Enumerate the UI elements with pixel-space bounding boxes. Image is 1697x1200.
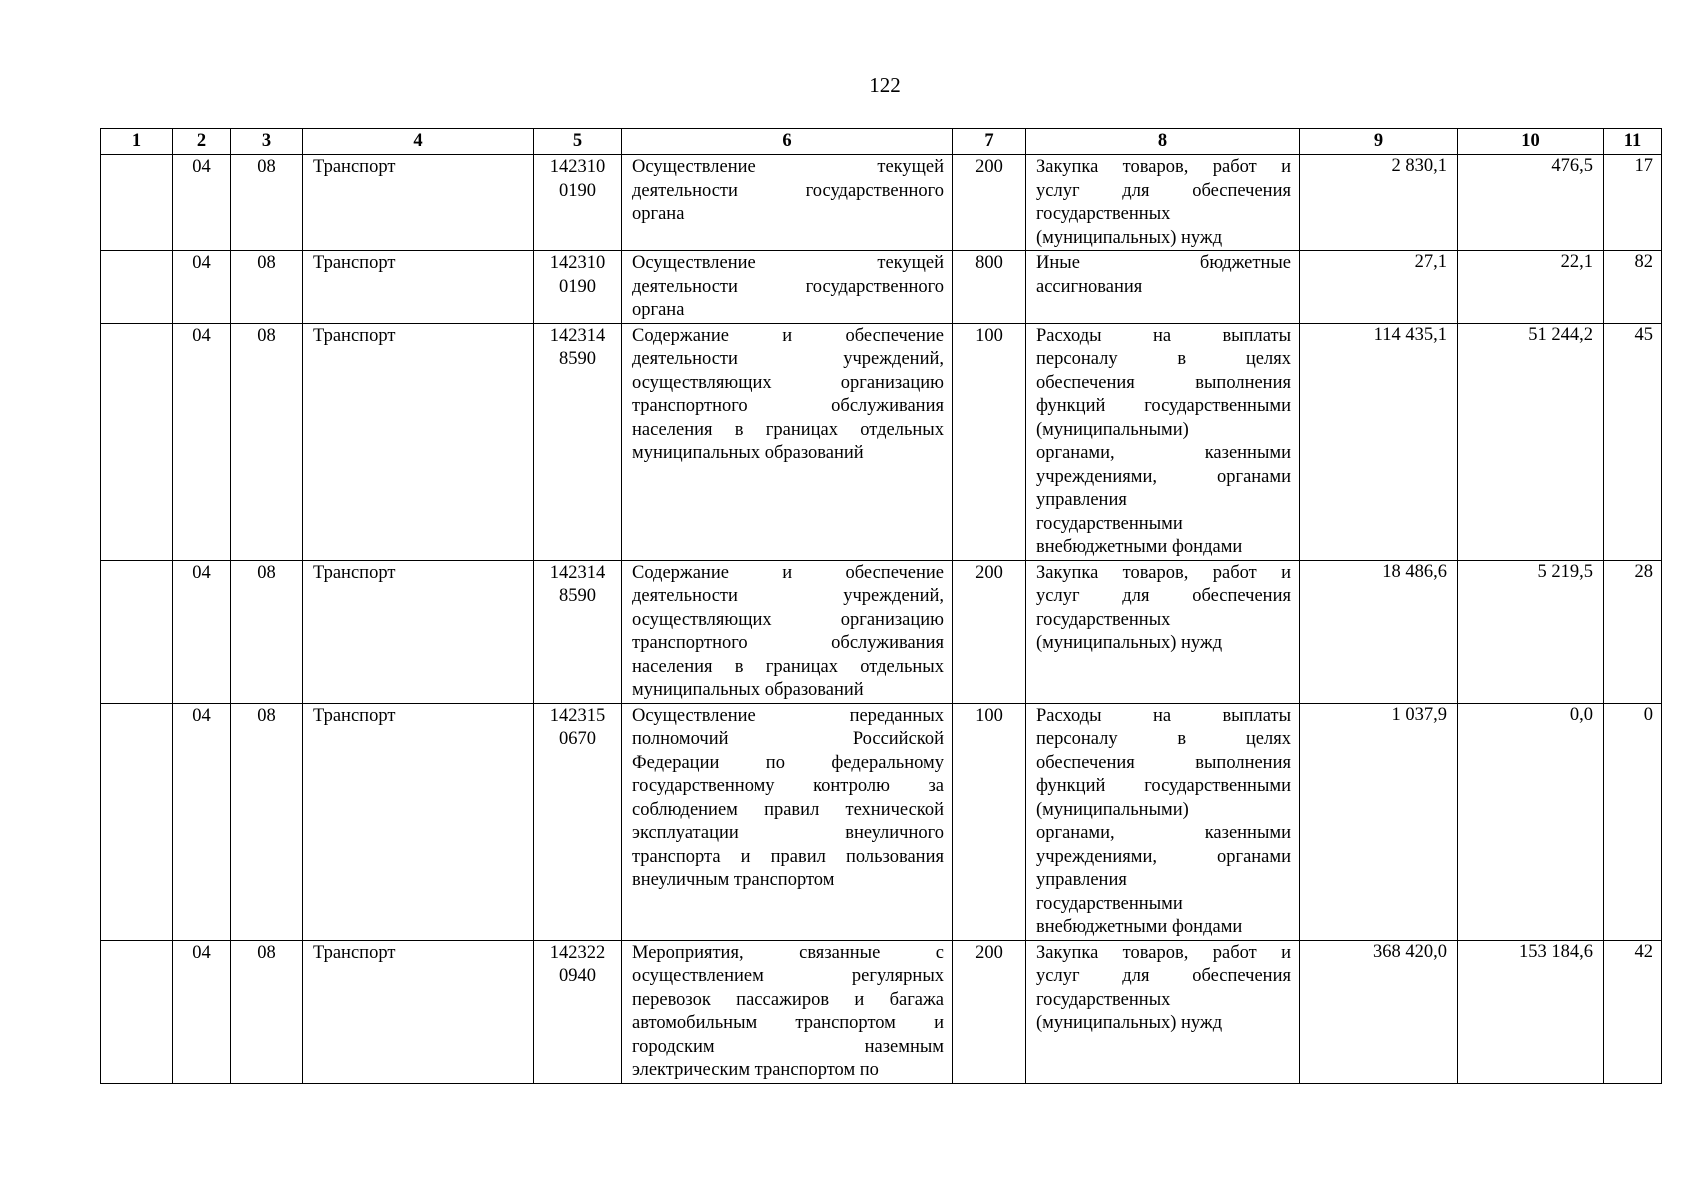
- text-line: Иные бюджетные: [1036, 253, 1291, 273]
- text-line: органами, казенными: [1036, 823, 1291, 843]
- text-line: Закупка товаров, работ и: [1036, 942, 1291, 963]
- section-name-cell: Транспорт: [303, 940, 534, 1083]
- text-line: ассигнования: [1036, 276, 1143, 297]
- target-article-cell: [534, 251, 622, 324]
- table-body: [101, 155, 1662, 1084]
- text-line: деятельности учреждений,: [632, 586, 944, 606]
- expense-type-name-cell: [1026, 251, 1300, 324]
- text-line: осуществляющих организацию: [632, 609, 944, 630]
- text-line: Закупка товаров, работ и: [1036, 562, 1291, 583]
- text-line: деятельности государственного: [632, 180, 944, 201]
- text-line: органа: [632, 300, 685, 320]
- row-number-cell: [101, 155, 173, 251]
- expense-type-code-cell: 800: [953, 251, 1026, 324]
- text-line: 8590: [559, 349, 596, 369]
- text-line: муниципальных образований: [632, 680, 864, 700]
- approved-amount-cell: 368 420,0: [1300, 940, 1458, 1083]
- expense-type-name-cell: [1026, 940, 1300, 1083]
- section-name-cell: Транспорт: [303, 323, 534, 560]
- subsection-code-cell: 08: [231, 323, 303, 560]
- expense-type-name-cell: [1026, 560, 1300, 703]
- section-code-cell: 04: [173, 560, 231, 703]
- expense-type-code-cell: 100: [953, 703, 1026, 940]
- column-header: 7: [953, 129, 1026, 155]
- text-line: 0940: [559, 966, 596, 986]
- row-number-cell: [101, 940, 173, 1083]
- target-article-cell: [534, 940, 622, 1083]
- column-header: 1: [101, 129, 173, 155]
- text-line: Расходы на выплаты: [1036, 705, 1291, 726]
- text-line: 142315: [549, 705, 606, 726]
- page-number: 122: [869, 73, 901, 97]
- subsection-code-cell: 08: [231, 251, 303, 324]
- text-line: автомобильным транспортом и: [632, 1013, 944, 1033]
- text-line: деятельности государственного: [632, 276, 944, 297]
- expense-type-code-cell: 200: [953, 940, 1026, 1083]
- text-line: Содержание и обеспечение: [632, 562, 944, 583]
- execution-percent-cell: 28: [1604, 560, 1662, 703]
- row-number-cell: [101, 251, 173, 324]
- executed-amount-cell: 51 244,2: [1458, 323, 1604, 560]
- budget-table: [100, 128, 1662, 1084]
- text-line: перевозок пассажиров и багажа: [632, 989, 944, 1010]
- subsection-code-cell: 08: [231, 560, 303, 703]
- table-row: [101, 251, 1662, 324]
- column-header: 9: [1300, 129, 1458, 155]
- text-line: функций государственными: [1036, 776, 1291, 796]
- article-name-cell: [622, 560, 953, 703]
- text-line: внеуличным транспортом: [632, 870, 835, 890]
- text-line: учреждениями, органами: [1036, 466, 1291, 487]
- article-name-cell: [622, 940, 953, 1083]
- row-number-cell: [101, 560, 173, 703]
- article-name-cell: [622, 323, 953, 560]
- text-line: деятельности учреждений,: [632, 349, 944, 369]
- text-line: Расходы на выплаты: [1036, 325, 1291, 346]
- approved-amount-cell: 1 037,9: [1300, 703, 1458, 940]
- text-line: 0190: [559, 180, 596, 201]
- text-line: 142310: [549, 157, 606, 177]
- text-line: 8590: [559, 586, 596, 606]
- expense-type-name-cell: [1026, 323, 1300, 560]
- article-name-cell: [622, 251, 953, 324]
- text-line: полномочий Российской: [632, 729, 944, 749]
- text-line: муниципальных образований: [632, 443, 864, 463]
- text-line: услуг для обеспечения: [1036, 180, 1291, 201]
- subsection-code-cell: 08: [231, 155, 303, 251]
- text-line: 142314: [549, 325, 606, 346]
- text-line: государственных: [1036, 204, 1171, 224]
- execution-percent-cell: 82: [1604, 251, 1662, 324]
- text-line: соблюдением правил технической: [632, 799, 944, 820]
- text-line: 0190: [559, 276, 596, 297]
- text-line: управления: [1036, 490, 1127, 510]
- target-article-cell: [534, 703, 622, 940]
- text-line: услуг для обеспечения: [1036, 966, 1291, 986]
- text-line: (муниципальных) нужд: [1036, 227, 1223, 248]
- approved-amount-cell: 18 486,6: [1300, 560, 1458, 703]
- table-row: [101, 560, 1662, 703]
- text-line: внебюджетными фондами: [1036, 537, 1243, 557]
- text-line: функций государственными: [1036, 396, 1291, 416]
- text-line: городским наземным: [632, 1036, 944, 1057]
- expense-type-code-cell: 200: [953, 155, 1026, 251]
- section-name-cell: Транспорт: [303, 155, 534, 251]
- text-line: учреждениями, органами: [1036, 846, 1291, 867]
- text-line: эксплуатации внеуличного: [632, 823, 944, 843]
- text-line: обеспечения выполнения: [1036, 372, 1291, 393]
- text-line: электрическим транспортом по: [632, 1060, 879, 1080]
- column-header: 8: [1026, 129, 1300, 155]
- text-line: Федерации по федеральному: [632, 752, 944, 773]
- column-header: 10: [1458, 129, 1604, 155]
- text-line: персоналу в целях: [1036, 349, 1291, 369]
- section-code-cell: 04: [173, 323, 231, 560]
- approved-amount-cell: 27,1: [1300, 251, 1458, 324]
- column-header: 3: [231, 129, 303, 155]
- text-line: персоналу в целях: [1036, 729, 1291, 749]
- expense-type-code-cell: 100: [953, 323, 1026, 560]
- executed-amount-cell: 5 219,5: [1458, 560, 1604, 703]
- column-number-row: [101, 129, 1662, 155]
- article-name-cell: [622, 703, 953, 940]
- table-row: [101, 323, 1662, 560]
- text-line: (муниципальных) нужд: [1036, 1013, 1223, 1033]
- column-header: 2: [173, 129, 231, 155]
- text-line: государственных: [1036, 989, 1171, 1010]
- section-code-cell: 04: [173, 940, 231, 1083]
- text-line: государственных: [1036, 609, 1171, 630]
- text-line: Осуществление переданных: [632, 705, 944, 726]
- text-line: населения в границах отдельных: [632, 656, 944, 677]
- execution-percent-cell: 42: [1604, 940, 1662, 1083]
- article-name-cell: [622, 155, 953, 251]
- row-number-cell: [101, 323, 173, 560]
- text-line: 142322: [549, 942, 606, 963]
- section-code-cell: 04: [173, 703, 231, 940]
- text-line: органами, казенными: [1036, 443, 1291, 463]
- section-name-cell: Транспорт: [303, 703, 534, 940]
- column-header: 4: [303, 129, 534, 155]
- execution-percent-cell: 45: [1604, 323, 1662, 560]
- text-line: государственному контролю за: [632, 776, 944, 796]
- column-header: 6: [622, 129, 953, 155]
- text-line: осуществляющих организацию: [632, 372, 944, 393]
- table-row: [101, 703, 1662, 940]
- text-line: (муниципальных) нужд: [1036, 633, 1223, 653]
- text-line: транспорта и правил пользования: [632, 846, 944, 867]
- expense-type-name-cell: [1026, 703, 1300, 940]
- text-line: 142310: [549, 253, 606, 273]
- executed-amount-cell: 22,1: [1458, 251, 1604, 324]
- text-line: транспортного обслуживания: [632, 633, 944, 653]
- table-row: [101, 155, 1662, 251]
- target-article-cell: [534, 560, 622, 703]
- text-line: внебюджетными фондами: [1036, 917, 1243, 937]
- text-line: Закупка товаров, работ и: [1036, 157, 1291, 177]
- execution-percent-cell: 0: [1604, 703, 1662, 940]
- text-line: государственными: [1036, 513, 1183, 534]
- section-name-cell: Транспорт: [303, 251, 534, 324]
- expense-type-name-cell: [1026, 155, 1300, 251]
- section-name-cell: Транспорт: [303, 560, 534, 703]
- section-code-cell: 04: [173, 251, 231, 324]
- target-article-cell: [534, 323, 622, 560]
- text-line: (муниципальными): [1036, 799, 1189, 820]
- text-line: государственными: [1036, 893, 1183, 914]
- text-line: 142314: [549, 562, 606, 583]
- text-line: Осуществление текущей: [632, 253, 944, 273]
- section-code-cell: 04: [173, 155, 231, 251]
- text-line: Осуществление текущей: [632, 157, 944, 177]
- text-line: органа: [632, 204, 685, 224]
- expense-type-code-cell: 200: [953, 560, 1026, 703]
- text-line: услуг для обеспечения: [1036, 586, 1291, 606]
- column-header: 11: [1604, 129, 1662, 155]
- approved-amount-cell: 2 830,1: [1300, 155, 1458, 251]
- text-line: управления: [1036, 870, 1127, 890]
- text-line: 0670: [559, 729, 596, 749]
- text-line: транспортного обслуживания: [632, 396, 944, 416]
- column-header: 5: [534, 129, 622, 155]
- text-line: Содержание и обеспечение: [632, 325, 944, 346]
- table-row: [101, 940, 1662, 1083]
- executed-amount-cell: 476,5: [1458, 155, 1604, 251]
- execution-percent-cell: 17: [1604, 155, 1662, 251]
- executed-amount-cell: 153 184,6: [1458, 940, 1604, 1083]
- subsection-code-cell: 08: [231, 940, 303, 1083]
- text-line: осуществлением регулярных: [632, 966, 944, 986]
- target-article-cell: [534, 155, 622, 251]
- subsection-code-cell: 08: [231, 703, 303, 940]
- text-line: Мероприятия, связанные с: [632, 942, 944, 963]
- executed-amount-cell: 0,0: [1458, 703, 1604, 940]
- text-line: (муниципальными): [1036, 419, 1189, 440]
- text-line: обеспечения выполнения: [1036, 752, 1291, 773]
- text-line: населения в границах отдельных: [632, 419, 944, 440]
- approved-amount-cell: 114 435,1: [1300, 323, 1458, 560]
- row-number-cell: [101, 703, 173, 940]
